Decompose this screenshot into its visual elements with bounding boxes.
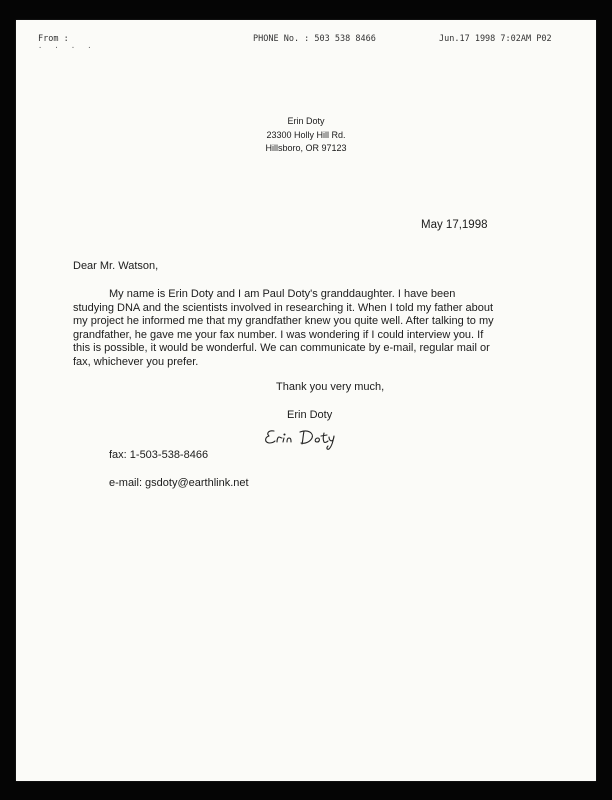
letterhead — [216, 115, 396, 156]
contact-fax: fax: 1-503-538-8466 — [109, 449, 209, 461]
body-line: grandfather, he gave me your fax number. I was wondering if I could interview you. If — [73, 328, 484, 341]
contact-email: e-mail: gsdoty@earthlink.net — [109, 477, 249, 489]
letter-page — [16, 20, 596, 781]
letter-body — [73, 288, 548, 369]
letterhead-street: 23300 Holly Hill Rd. — [266, 129, 346, 140]
body-line: fax, whichever you prefer. — [73, 355, 199, 368]
closing: Thank you very much, — [276, 381, 385, 393]
body-line: this is possible, it would be wonderful. We can communicate by e-mail, regular mail or — [73, 342, 490, 354]
letterhead-name: Erin Doty — [287, 116, 325, 126]
handwritten-signature — [260, 421, 360, 453]
body-line: My name is Erin Doty and I am Paul Doty's granddaughter. I have been — [109, 288, 456, 300]
fax-header — [16, 32, 596, 52]
fax-from-label: From : — [38, 34, 69, 44]
salutation: Dear Mr. Watson, — [73, 260, 159, 272]
fax-from-smudge: · · · · — [38, 44, 96, 52]
letter-date: May 17,1998 — [421, 219, 488, 231]
fax-phone-number: PHONE No. : 503 538 8466 — [253, 34, 376, 44]
signature-name: Erin Doty — [287, 409, 333, 421]
fax-timestamp: Jun.17 1998 7:02AM P02 — [439, 34, 552, 44]
body-line: studying DNA and the scientists involved in researching it. When I told my father about — [73, 301, 494, 314]
body-line: my project he informed me that my grandfather knew you quite well. After talking to my — [73, 315, 494, 327]
letterhead-city: Hillsboro, OR 97123 — [265, 143, 347, 153]
